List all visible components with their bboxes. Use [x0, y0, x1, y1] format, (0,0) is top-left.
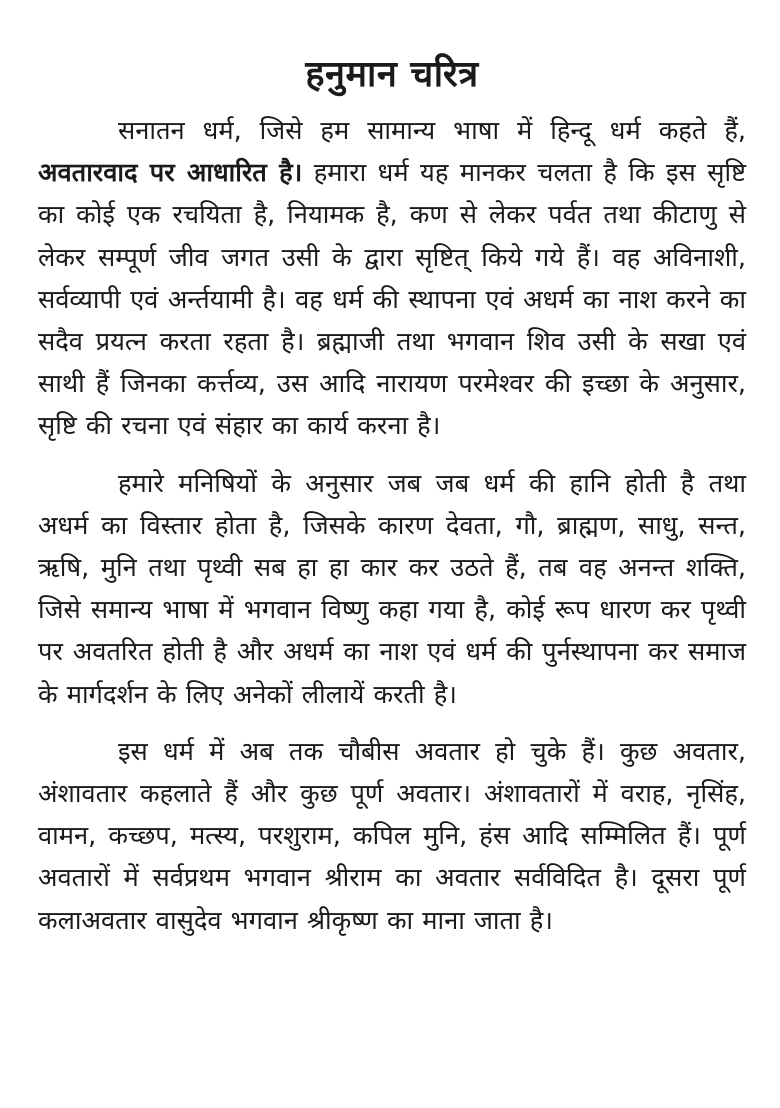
paragraph-3-run-1: इस धर्म में अब तक चौबीस अवतार हो चुके हैं। कुछ अवतार, अंशावतार कहलाते हैं और कुछ पूर्ण अवतार। अंशावतारों में वराह, नृसिंह, वामन, कच्छप, मत्स्य, परशुराम, कपिल मुनि, हंस आदि सम्मिलित हैं। पूर्ण अवतारों में सर्वप्रथम भगवान श्रीराम का अवतार सर्वविदित है। दूसरा पूर्ण कलाअवतार वासुदेव भगवान श्रीकृष्ण का माना जाता है। [38, 736, 746, 936]
paragraph-2-run-1: हमारे मनिषियों के अनुसार जब जब धर्म की हानि होती है तथा अधर्म का विस्तार होता है, जिसके कारण देवता, गौ, ब्राह्मण, साधु, सन्त, ऋषि, मुनि तथा पृथ्वी सब हा हा कार कर उठते हैं, तब वह अनन्त शक्ति, जिसे समान्य भाषा में भगवान विष्णु कहा गया है, कोई रूप धारण कर पृथ्वी पर अवतरित होती है और अधर्म का नाश एवं धर्म की पुर्नस्थापना कर समाज के मार्गदर्शन के लिए अनेकों लीलायें करती है। [38, 468, 746, 710]
paragraph-3 [38, 731, 746, 942]
page-title: हनुमान चरित्र [305, 53, 479, 95]
paragraph-1-run-3: हमारा धर्म यह मानकर चलता है कि इस सृष्टि का कोई एक रचयिता है, नियामक है, कण से लेकर पर्वत तथा कीटाणु से लेकर सम्पूर्ण जीव जगत उसी के द्वारा सृष्टित् किये गये हैं। वह अविनाशी, सर्वव्यापी एवं अर्न्तयामी है। वह धर्म की स्थापना एवं अधर्म का नाश करने का सदैव प्रयत्न करता रहता है। ब्रह्माजी तथा भगवान शिव उसी के सखा एवं साथी हैं जिनका कर्त्तव्य, उस आदि नारायण परमेश्वर की इच्छा के अनुसार, सृष्टि की रचना एवं संहार का कार्य करना है। [38, 158, 746, 442]
paragraph-1-run-1: सनातन धर्म, जिसे हम सामान्य भाषा में हिन्दू धर्म कहते हैं, [118, 116, 746, 146]
paragraph-2 [38, 463, 746, 716]
paragraph-1 [38, 110, 746, 448]
paragraph-1-bold-run: अवतारवाद पर आधारित है। [38, 158, 303, 189]
